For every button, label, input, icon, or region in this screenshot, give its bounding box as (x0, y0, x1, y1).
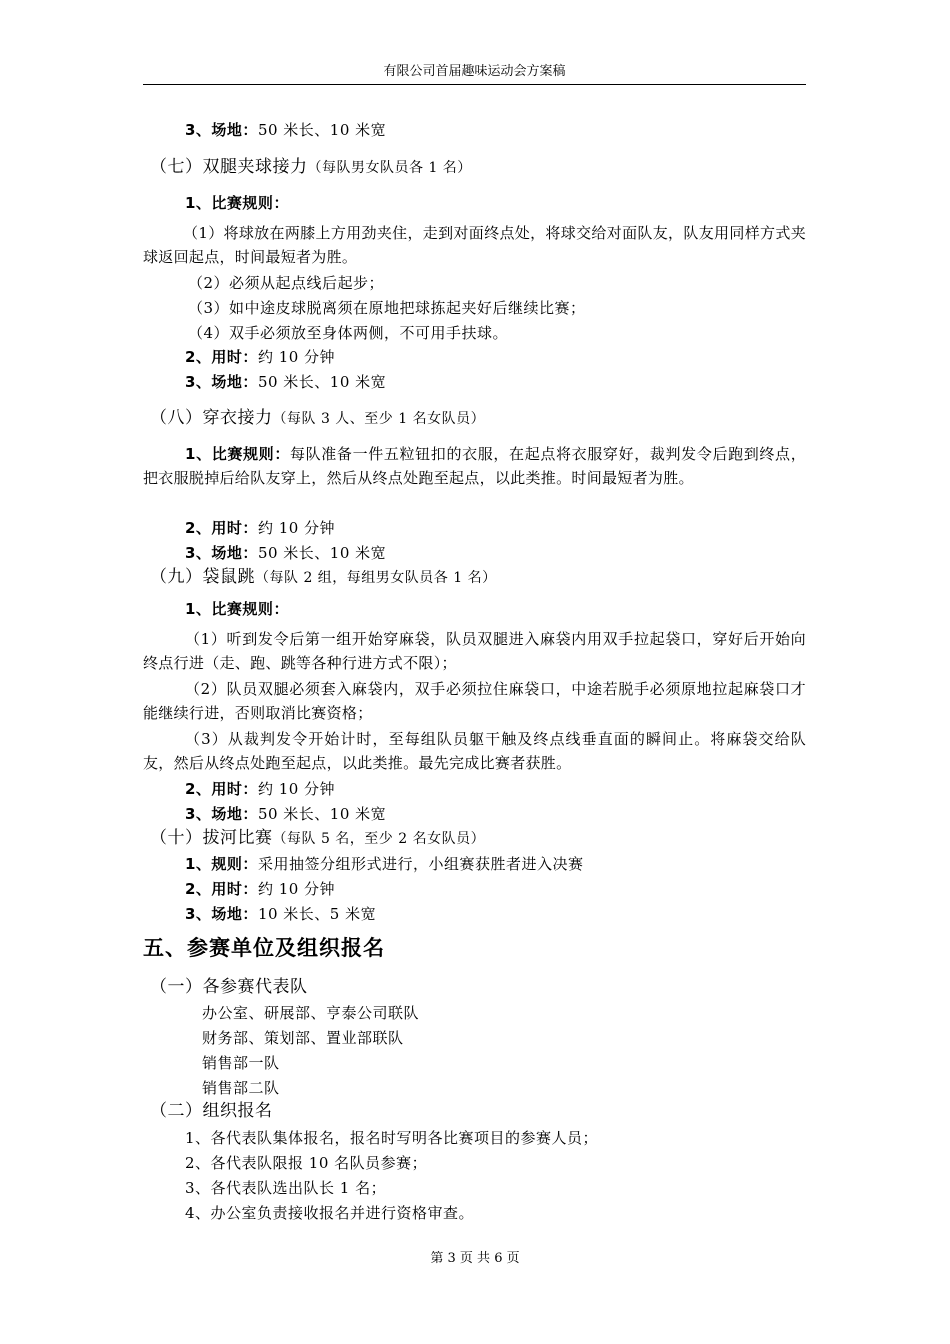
value: 10 米长、5 米宽 (257, 905, 377, 923)
time-line (185, 517, 335, 539)
value: 约 10 分钟 (257, 348, 336, 366)
venue-line (185, 542, 386, 564)
label: 3、场地： (185, 544, 258, 562)
time-line (185, 346, 335, 368)
registration-item: 4、办公室负责接收报名并进行资格审查。 (185, 1204, 475, 1222)
value: 每队准备一件五粒钮扣的衣服，在起点将衣服穿好，裁判发令后跑到终点，把衣服脱掉后给队友穿上，然后从终点处跑至起点，以此类推。时间最短者为胜。 (143, 445, 807, 487)
label: 2、用时： (185, 780, 258, 798)
label: 3、场地： (185, 373, 258, 391)
rule-paragraph: （3）如中途皮球脱离须在原地把球拣起夹好后继续比赛； (188, 299, 586, 317)
rule-paragraph (143, 442, 806, 490)
label: 2、用时： (185, 348, 258, 366)
event-heading-9 (150, 566, 497, 589)
venue-line (185, 371, 386, 393)
value: 50 米长、10 米宽 (257, 373, 387, 391)
registration-item: 3、各代表队选出队长 1 名； (185, 1179, 387, 1197)
label: 3、场地： (185, 121, 258, 139)
registration-item: 2、各代表队限报 10 名队员参赛； (185, 1154, 428, 1172)
rule-paragraph: （2）队员双腿必须套入麻袋内，双手必须拉住麻袋口，中途若脱手必须原地拉起麻袋口才能继续行进，否则取消比赛资格； (143, 680, 806, 722)
rules-line (185, 853, 583, 875)
rules-label: 1、比赛规则： (185, 194, 289, 212)
label: 3、场地： (185, 905, 258, 923)
label: 2、用时： (185, 880, 258, 898)
rule-paragraph: （1）听到发令后第一组开始穿麻袋，队员双腿进入麻袋内用双手拉起袋口，穿好后开始向终点行进（走、跑、跳等各种行进方式不限）； (143, 630, 806, 672)
event-note: （每队 5 名，至少 2 名女队员） (272, 831, 486, 847)
label: 2、用时： (185, 519, 258, 537)
page-footer: 第 3 页 共 6 页 (430, 1251, 520, 1266)
event-title: （九）袋鼠跳 (150, 567, 255, 587)
rule-paragraph: （4）双手必须放至身体两侧，不可用手扶球。 (188, 324, 509, 342)
value: 50 米长、10 米宽 (257, 121, 387, 139)
subsection-title: （一）各参赛代表队 (150, 977, 308, 997)
venue-line (185, 903, 376, 925)
time-line (185, 778, 335, 800)
event-note: （每队 3 人、至少 1 名女队员） (272, 411, 486, 427)
team-item: 销售部二队 (202, 1079, 280, 1097)
value: 采用抽签分组形式进行，小组赛获胜者进入决赛 (257, 855, 584, 873)
rule-paragraph: （1）将球放在两膝上方用劲夹住，走到对面终点处，将球交给对面队友，队友用同样方式夹球返回起点，时间最短者为胜。 (143, 224, 806, 266)
event-heading-7 (150, 156, 472, 179)
time-line (185, 878, 335, 900)
event-note: （每队男女队员各 1 名） (307, 160, 472, 176)
event-title: （八）穿衣接力 (150, 408, 273, 428)
event-heading-8 (150, 407, 485, 430)
team-item: 销售部一队 (202, 1054, 280, 1072)
value: 约 10 分钟 (257, 519, 336, 537)
value: 50 米长、10 米宽 (257, 805, 387, 823)
value: 50 米长、10 米宽 (257, 544, 387, 562)
subsection-title: （二）组织报名 (150, 1101, 273, 1121)
rule-paragraph: （2）必须从起点线后起步； (188, 274, 385, 292)
team-item: 财务部、策划部、置业部联队 (202, 1029, 404, 1047)
event-title: （十）拔河比赛 (150, 828, 273, 848)
event-note: （每队 2 组，每组男女队员各 1 名） (255, 570, 497, 586)
registration-item: 1、各代表队集体报名，报名时写明各比赛项目的参赛人员； (185, 1129, 599, 1147)
rules-label: 1、比赛规则： (185, 600, 289, 618)
rule-paragraph: （3）从裁判发令开始计时，至每组队员躯干触及终点线垂直面的瞬间止。将麻袋交给队友，然后从终点处跑至起点，以此类推。最先完成比赛者获胜。 (143, 730, 806, 772)
event-heading-10 (150, 827, 485, 850)
label: 1、规则： (185, 855, 258, 873)
page-header: 有限公司首届趣味运动会方案稿 (143, 62, 806, 85)
team-item: 办公室、研展部、亨泰公司联队 (202, 1004, 420, 1022)
event-title: （七）双腿夹球接力 (150, 157, 308, 177)
value: 约 10 分钟 (257, 880, 336, 898)
label: 3、场地： (185, 805, 258, 823)
value: 约 10 分钟 (257, 780, 336, 798)
venue-line (185, 803, 386, 825)
label: 1、比赛规则： (185, 445, 290, 463)
section-title: 五、参赛单位及组织报名 (143, 936, 385, 960)
venue-line (185, 119, 386, 141)
